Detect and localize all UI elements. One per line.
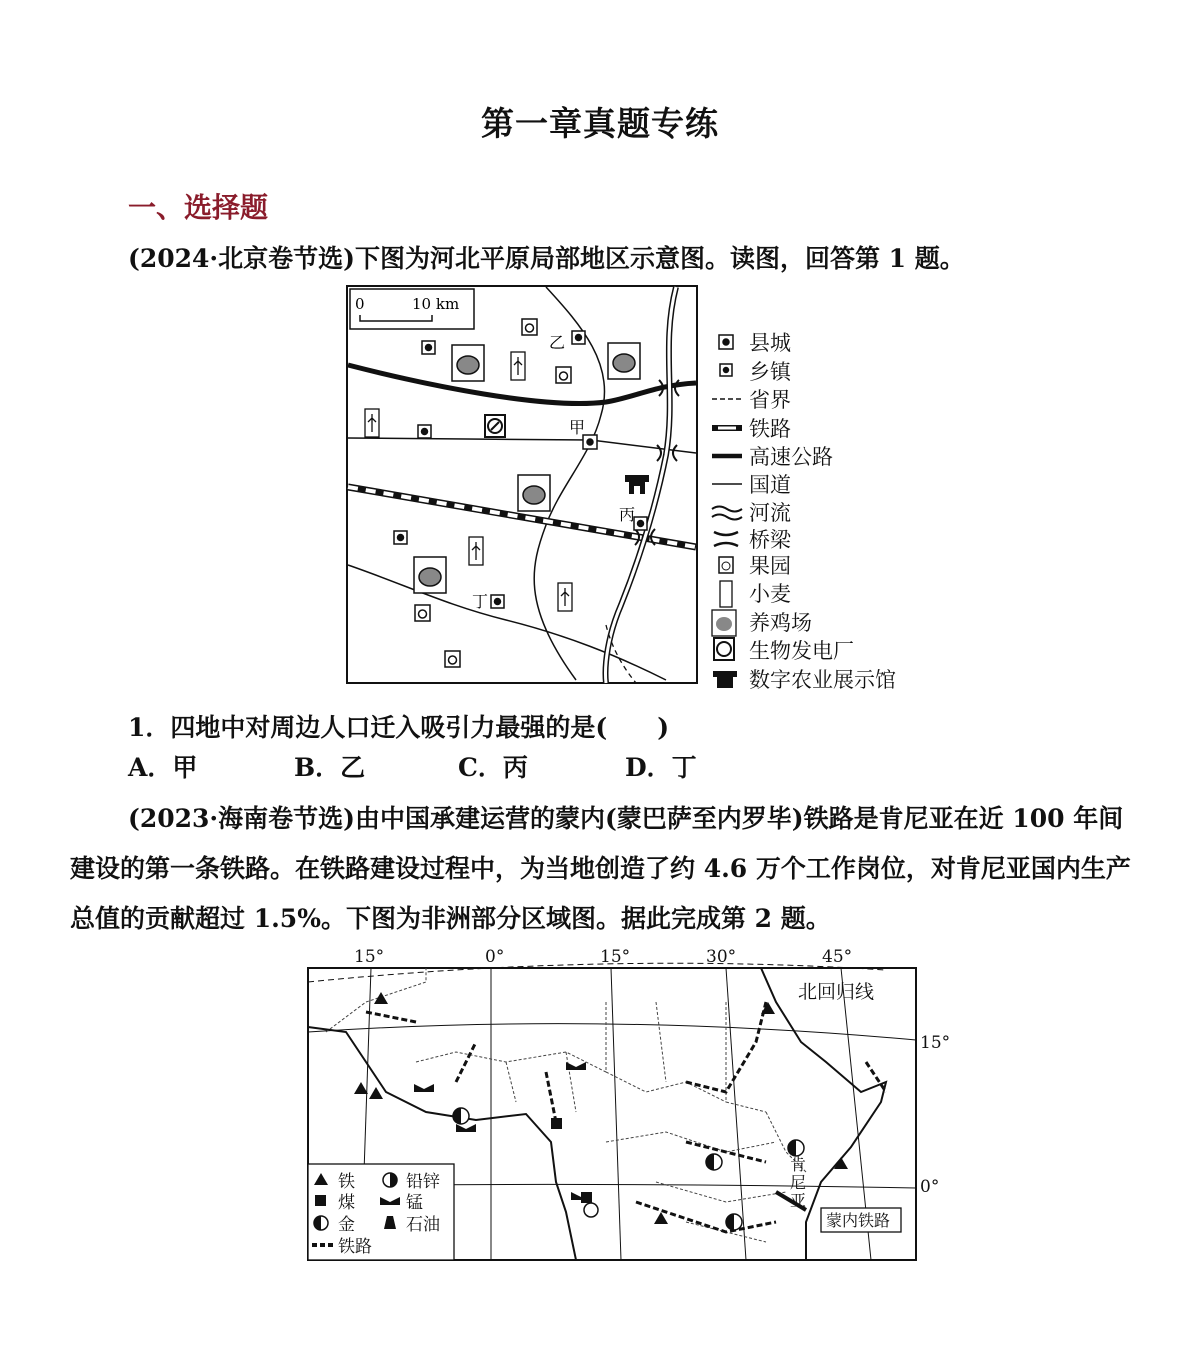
legend-label-5: 国道 bbox=[749, 473, 791, 497]
lon-label-3: 30° bbox=[706, 947, 737, 967]
lon-label-2: 15° bbox=[600, 947, 631, 967]
kenya-label-1: 尼 bbox=[790, 1173, 807, 1192]
africa-region-map bbox=[306, 942, 966, 1264]
option-b[interactable]: B．乙 bbox=[294, 753, 366, 782]
label-yi: 乙 bbox=[549, 333, 566, 352]
legend-label-7: 桥梁 bbox=[749, 528, 791, 552]
map2-legend-6: 铁路 bbox=[338, 1237, 372, 1257]
mombasa-nairobi-label: 蒙内铁路 bbox=[826, 1211, 891, 1230]
label-ding: 丁 bbox=[472, 592, 489, 611]
legend-label-0: 县城 bbox=[749, 331, 791, 355]
legend-label-6: 河流 bbox=[749, 501, 791, 525]
option-c[interactable]: C．丙 bbox=[458, 753, 528, 782]
label-bing: 丙 bbox=[619, 505, 636, 524]
legend-label-10: 养鸡场 bbox=[749, 611, 812, 635]
lat-label-0: 15° bbox=[920, 1033, 951, 1053]
map2-legend-0: 铁 bbox=[338, 1172, 355, 1192]
map2-legend-4: 金 bbox=[338, 1215, 355, 1235]
map2-legend-1: 铅锌 bbox=[406, 1172, 440, 1192]
legend-label-12: 数字农业展示馆 bbox=[749, 668, 896, 692]
map2-legend-3: 锰 bbox=[406, 1193, 423, 1213]
kenya-label-0: 肯 bbox=[790, 1155, 807, 1174]
question-1-stem: 1．四地中对周边人口迁入吸引力最强的是( ) bbox=[128, 713, 670, 742]
legend-label-9: 小麦 bbox=[749, 582, 791, 606]
intro-paragraph-1: (2024·北京卷节选)下图为河北平原局部地区示意图。读图，回答第 1 题。 bbox=[128, 244, 965, 273]
scale-end-label: 10 km bbox=[412, 295, 460, 313]
legend-label-1: 乡镇 bbox=[749, 360, 791, 384]
hebei-plain-map bbox=[346, 285, 916, 697]
legend-label-3: 铁路 bbox=[749, 417, 791, 441]
option-a[interactable]: A．甲 bbox=[128, 753, 198, 782]
option-d[interactable]: D．丁 bbox=[625, 753, 697, 782]
map1-legend bbox=[712, 335, 742, 688]
kenya-label-2: 亚 bbox=[790, 1191, 807, 1210]
map2-legend-2: 煤 bbox=[338, 1193, 355, 1213]
lon-label-1: 0° bbox=[485, 947, 505, 967]
lat-label-1: 0° bbox=[920, 1177, 940, 1197]
legend-label-4: 高速公路 bbox=[749, 445, 833, 469]
page-title: 第一章真题专练 bbox=[481, 104, 719, 143]
tropic-label: 北回归线 bbox=[798, 981, 875, 1003]
intro-paragraph-2: (2023·海南卷节选)由中国承建运营的蒙内(蒙巴萨至内罗毕)铁路是肯尼亚在近 100 年间建设的第一条铁路。在铁路建设过程中，为当地创造了约 4.6 万个工作岗位，对肯尼亚国内生产总值的贡献超过 1.5%。下图为非洲部分区域图。据此完成第 2 题。 bbox=[70, 804, 1131, 933]
biomass-plant bbox=[485, 415, 505, 437]
lon-label-4: 45° bbox=[822, 947, 853, 967]
map2-legend-5: 石油 bbox=[406, 1215, 440, 1235]
legend-label-2: 省界 bbox=[749, 388, 791, 412]
scale-start-label: 0 bbox=[355, 295, 365, 313]
label-jia: 甲 bbox=[569, 418, 586, 437]
lon-label-0: 15° bbox=[354, 947, 385, 967]
legend-label-8: 果园 bbox=[749, 554, 791, 578]
section-heading: 一、选择题 bbox=[128, 191, 269, 224]
legend-label-11: 生物发电厂 bbox=[749, 639, 854, 663]
